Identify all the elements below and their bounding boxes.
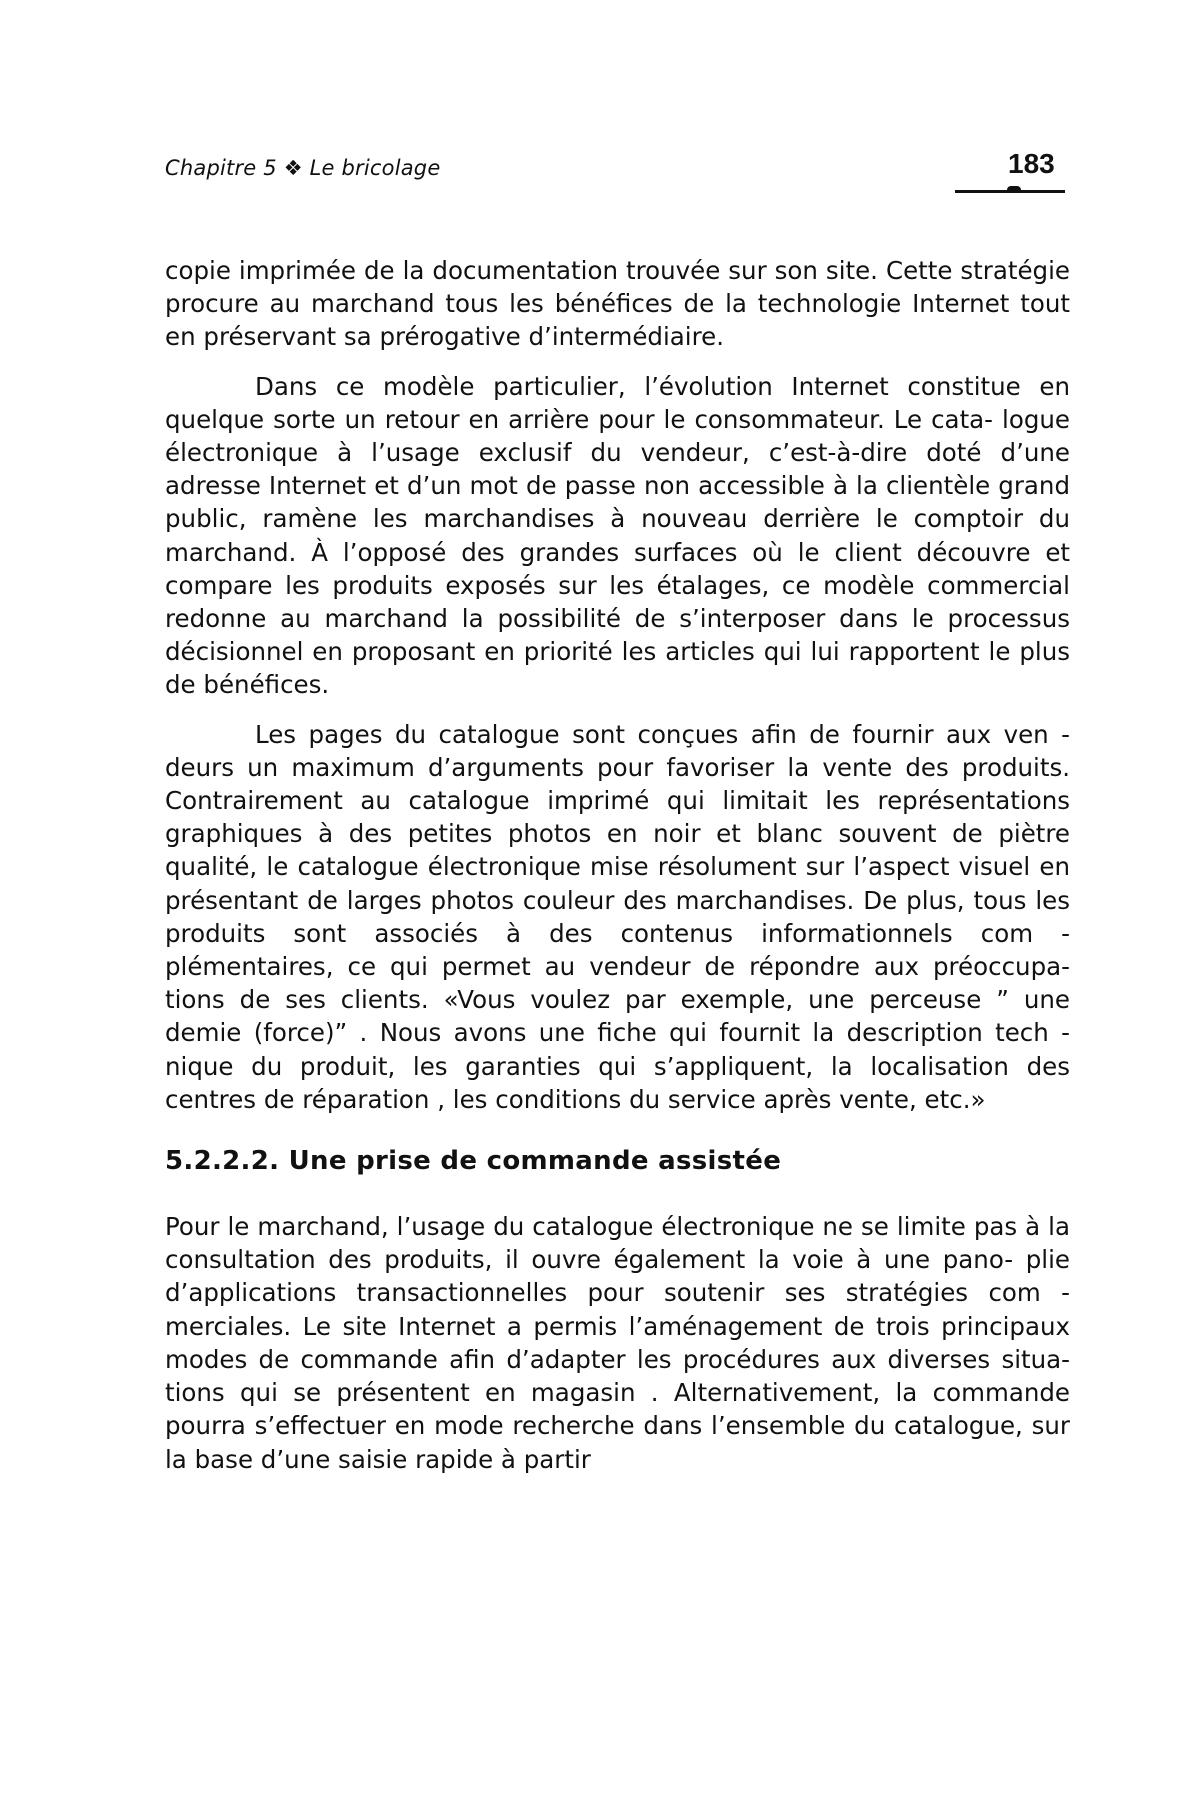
paragraph-continuation: copie imprimée de la documentation trouvée sur son site. Cette stratégie procure au marchand tous les bénéfices de la technologie Internet tout en préservant sa prérogative d’intermédiaire. bbox=[165, 256, 1070, 352]
section-heading: 5.2.2.2. Une prise de commande assistée bbox=[165, 1146, 782, 1177]
header-rule-ornament bbox=[1007, 186, 1021, 191]
paragraph: Les pages du catalogue sont conçues afin de fournir aux ven - deurs un maximum d’arguments pour favoriser la vente des produits. Contrairement au catalogue imprimé qui limitait les représentations graphiques à des petites photos en noir et blanc souvent de piètre qualité, le catalogue électronique mise résolument sur l’aspect visuel en présentant de larges photos couleur des marchandises. De plus, tous les produits sont associés à des contenus informationnels com - plémentaires, ce qui permet au vendeur de répondre aux préoccupa- tions de ses clients. «Vous voulez par exemple, une perceuse ” une demie (force)” . Nous avons une fiche qui fournit la description tech - nique du produit, les garanties qui s’appliquent, la localisation des centres de réparation , les conditions du service après vente, etc.» bbox=[165, 719, 1070, 1114]
page-number: 183 bbox=[1008, 148, 1055, 179]
paragraph: Pour le marchand, l’usage du catalogue électronique ne se limite pas à la consultation des produits, il ouvre également la voie à une pano- plie d’applications transactionnelles pour soutenir ses stratégies com - merciales. Le site Internet a permis l’aménagement de trois principaux modes de commande afin d’adapter les procédures aux diverses situa- tions qui se présentent en magasin . Alternativement, la commande pourra s’effectuer en mode recherche dans l’ensemble du catalogue, sur la base d’une saisie rapide à partir bbox=[165, 1212, 1070, 1474]
running-head: Chapitre 5 ❖ Le bricolage bbox=[165, 156, 441, 180]
body-text bbox=[165, 254, 1070, 1476]
paragraph: Dans ce modèle particulier, l’évolution Internet constitue en quelque sorte un retour en arrière pour le consommateur. Le cata- logue électronique à l’usage exclusif du vendeur, c’est-à-dire doté d’une adresse Internet et d’un mot de passe non accessible à la clientèle grand public, ramène les marchandises à nouveau derrière le comptoir du marchand. À l’opposé des grandes surfaces où le client découvre et compare les produits exposés sur les étalages, ce modèle commercial redonne au marchand la possibilité de s’interposer dans le processus décisionnel en proposant en priorité les articles qui lui rapportent le plus de bénéfices. bbox=[165, 371, 1070, 700]
